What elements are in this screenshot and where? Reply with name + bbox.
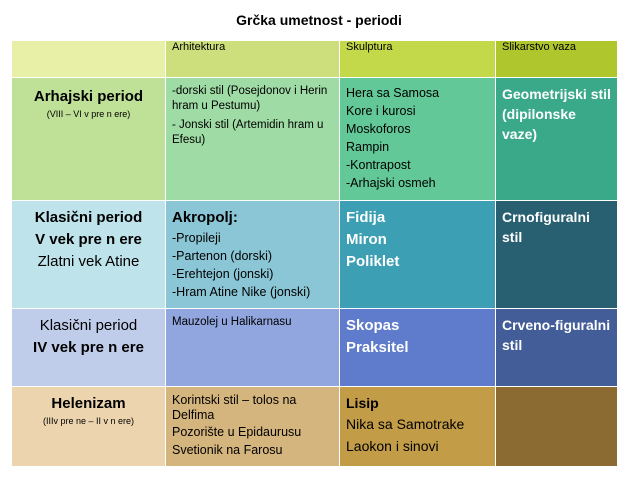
period-name: Arhajski period <box>33 88 144 105</box>
architecture-item: Mauzolej u Halikarnasu <box>172 316 292 328</box>
table-header-row <box>12 41 618 78</box>
period-cell <box>12 309 166 387</box>
period-cell <box>12 201 166 309</box>
architecture-item: -Hram Atine Nike (jonski) <box>172 285 311 299</box>
architecture-item: -Partenon (dorski) <box>172 249 273 263</box>
sculpture-item: Kore i kurosi <box>346 104 416 118</box>
sculpture-item: Fidija <box>346 209 386 226</box>
page-title: Grčka umetnost - periodi <box>236 12 402 28</box>
architecture-cell <box>166 309 340 387</box>
period-dates: (IIIv pre ne – II v n ere) <box>42 416 135 426</box>
architecture-item: -dorski stil (Posejdonov i Herin hram u Pestumu) <box>172 85 328 112</box>
period-century: V vek pre n ere <box>35 231 142 248</box>
architecture-heading: Akropolj: <box>172 209 238 226</box>
period-cell <box>12 78 166 201</box>
painting-cell <box>496 387 618 467</box>
architecture-item: - Jonski stil (Artemidin hram u Efesu) <box>172 119 324 146</box>
period-cell <box>12 387 166 467</box>
table-row <box>12 309 618 387</box>
architecture-item: -Erehtejon (jonski) <box>172 267 274 281</box>
architecture-item: Korintski stil – tolos na Delfima <box>172 393 297 422</box>
painting-item: Crveno-figuralni <box>502 317 611 333</box>
period-century: IV vek pre n ere <box>33 339 144 356</box>
sculpture-item: -Kontrapost <box>346 158 411 172</box>
sculpture-item: Nika sa Samotrake <box>346 416 465 432</box>
sculpture-cell <box>340 387 496 467</box>
header-empty-cell <box>12 41 166 78</box>
architecture-cell <box>166 387 340 467</box>
painting-item: stil <box>502 337 523 353</box>
period-name: Klasični period <box>39 317 138 334</box>
header-painting: Slikarstvo vaza <box>496 41 618 78</box>
sculpture-item: Rampin <box>346 140 390 154</box>
sculpture-item: -Arhajski osmeh <box>346 176 436 190</box>
period-name: Klasični period <box>34 209 143 226</box>
sculpture-item: Praksitel <box>346 339 409 356</box>
sculpture-item: Miron <box>346 231 387 248</box>
painting-cell <box>496 309 618 387</box>
periods-table <box>11 40 618 467</box>
table-row <box>12 78 618 201</box>
painting-item: Geometrijski stil <box>502 86 611 102</box>
architecture-cell <box>166 201 340 309</box>
sculpture-item: Hera sa Samosa <box>346 86 440 100</box>
architecture-item: Svetionik na Farosu <box>172 443 283 457</box>
architecture-item: Pozorište u Epidaurusu <box>172 425 302 439</box>
painting-item: Crnofiguralni stil <box>502 209 590 245</box>
sculpture-heading: Lisip <box>346 395 379 411</box>
period-dates: (VIII – VI v pre n ere) <box>46 109 131 119</box>
sculpture-item: Moskoforos <box>346 122 411 136</box>
header-sculpture: Skulptura <box>340 41 496 78</box>
period-name: Helenizam <box>51 395 126 412</box>
painting-item: (dipilonske vaze) <box>502 106 576 142</box>
sculpture-cell <box>340 201 496 309</box>
table-row <box>12 201 618 309</box>
sculpture-item: Laokon i sinovi <box>346 438 439 454</box>
sculpture-cell <box>340 78 496 201</box>
architecture-cell <box>166 78 340 201</box>
sculpture-item: Poliklet <box>346 253 400 270</box>
sculpture-item: Skopas <box>346 317 400 334</box>
header-architecture: Arhitektura <box>166 41 340 78</box>
painting-cell <box>496 201 618 309</box>
architecture-item: -Propileji <box>172 231 221 245</box>
painting-cell <box>496 78 618 201</box>
sculpture-cell <box>340 309 496 387</box>
period-note: Zlatni vek Atine <box>37 253 140 270</box>
table-row <box>12 387 618 467</box>
